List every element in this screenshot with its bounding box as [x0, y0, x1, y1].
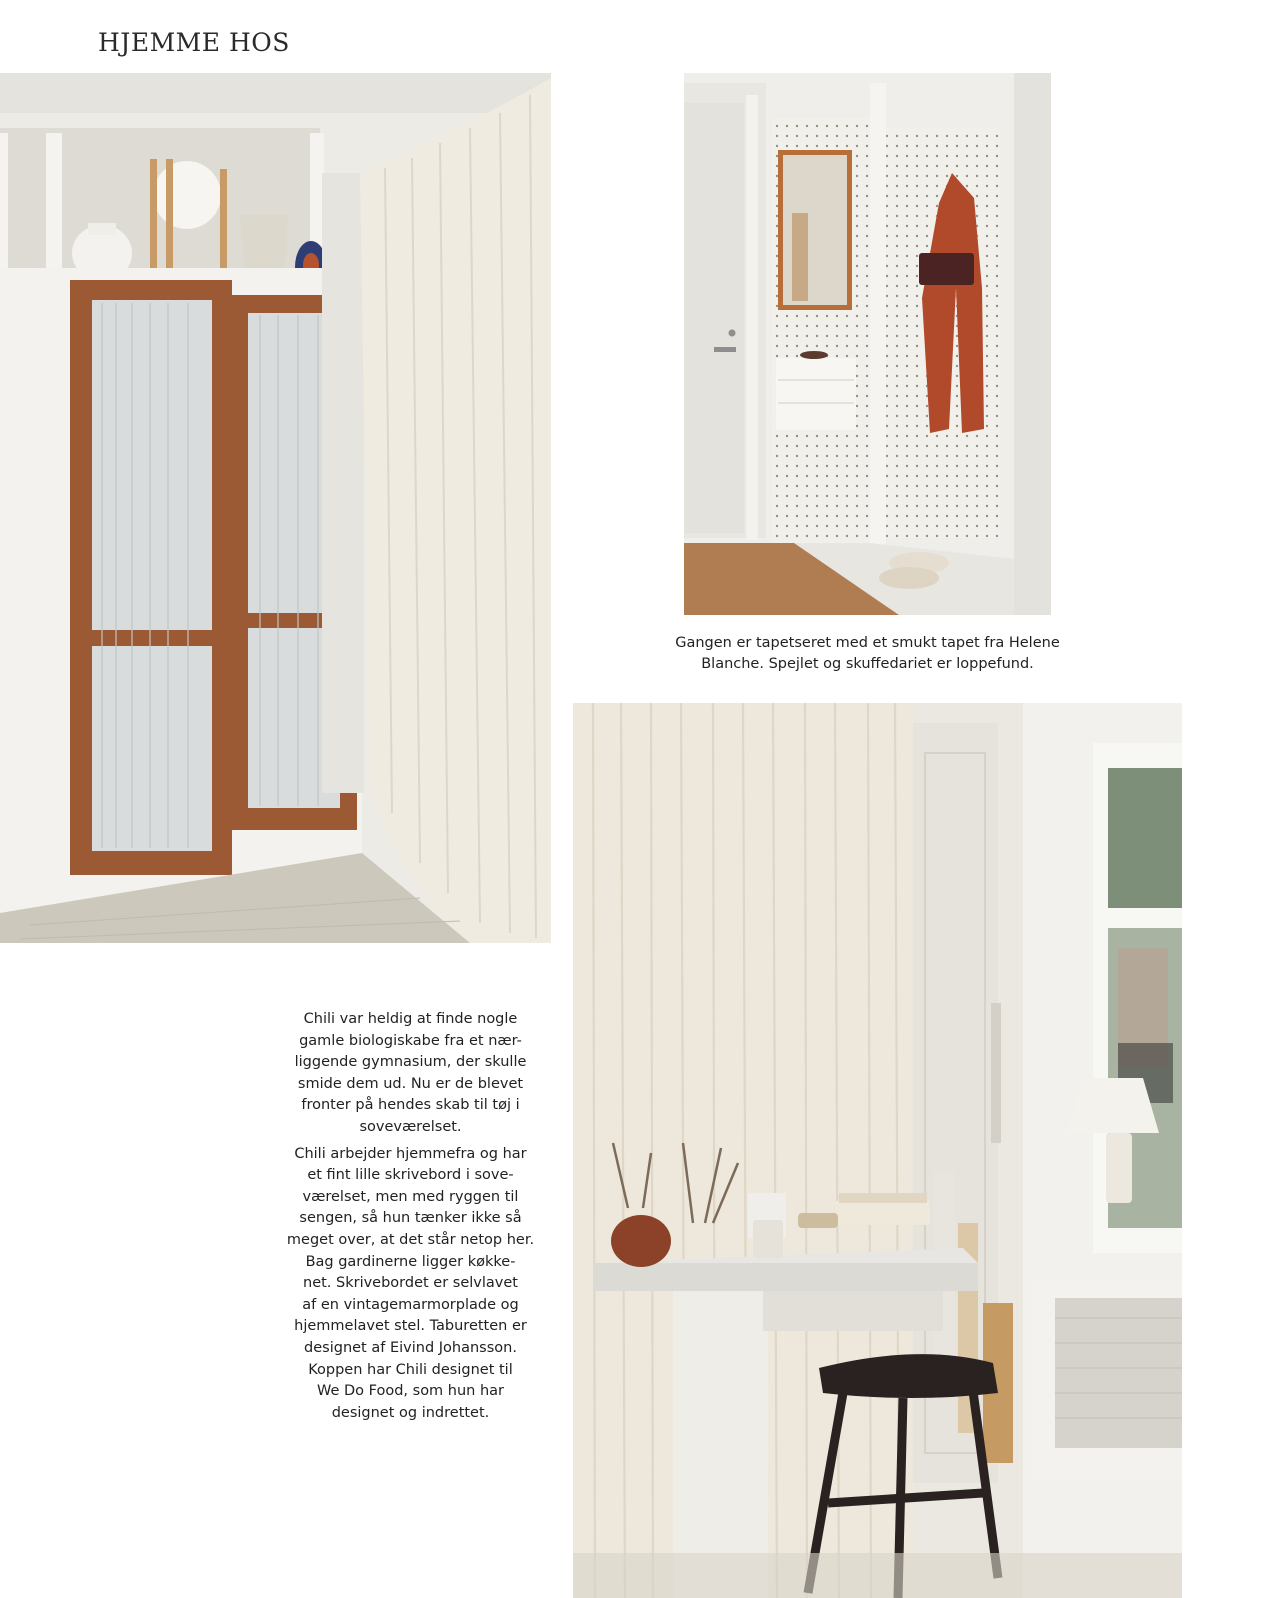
cabinet-photo: [0, 73, 551, 943]
text-line: fronter på hendes skab til tøj i: [301, 1097, 520, 1114]
article-body: [272, 1009, 549, 1429]
text-line: designet og indrettet.: [331, 1404, 490, 1421]
text-line: designet af Eivind Johansson.: [304, 1339, 517, 1356]
text-line: hjemmelavet stel. Taburetten er: [294, 1318, 527, 1335]
text-line: gamle biologiskabe fra et nær-: [299, 1032, 522, 1049]
text-line: sengen, så hun tænker ikke så: [299, 1210, 522, 1227]
text-line: Chili var heldig at finde nogle: [303, 1011, 518, 1027]
caption-line: Blanche. Spejlet og skuffedariet er loppefund.: [701, 656, 1034, 672]
text-line: We Do Food, som hun har: [316, 1383, 505, 1400]
text-line: net. Skrivebordet er selvlavet: [303, 1275, 518, 1292]
text-line: liggende gymnasium, der skulle: [294, 1054, 527, 1071]
text-line: smide dem ud. Nu er de blevet: [297, 1075, 524, 1092]
hallway-caption: [640, 633, 1095, 675]
desk-photo: [573, 703, 1182, 1598]
paragraph-1: [272, 1009, 549, 1139]
section-title: HJEMME HOS: [98, 28, 290, 57]
text-line: af en vintagemarmorplade og: [302, 1296, 519, 1313]
text-line: et fint lille skrivebord i sove-: [307, 1167, 514, 1184]
text-line: Bag gardinerne ligger køkke-: [305, 1253, 516, 1270]
hallway-photo: [684, 73, 1051, 615]
caption-line: Gangen er tapetseret med et smukt tapet fra Helene: [675, 635, 1060, 651]
text-line: værelset, men med ryggen til: [302, 1188, 519, 1205]
text-line: soveværelset.: [359, 1118, 462, 1135]
text-line: meget over, at det står netop her.: [286, 1231, 535, 1248]
paragraph-2: [272, 1144, 549, 1425]
text-line: Koppen har Chili designet til: [308, 1361, 513, 1378]
text-line: Chili arbejder hjemmefra og har: [294, 1145, 527, 1162]
